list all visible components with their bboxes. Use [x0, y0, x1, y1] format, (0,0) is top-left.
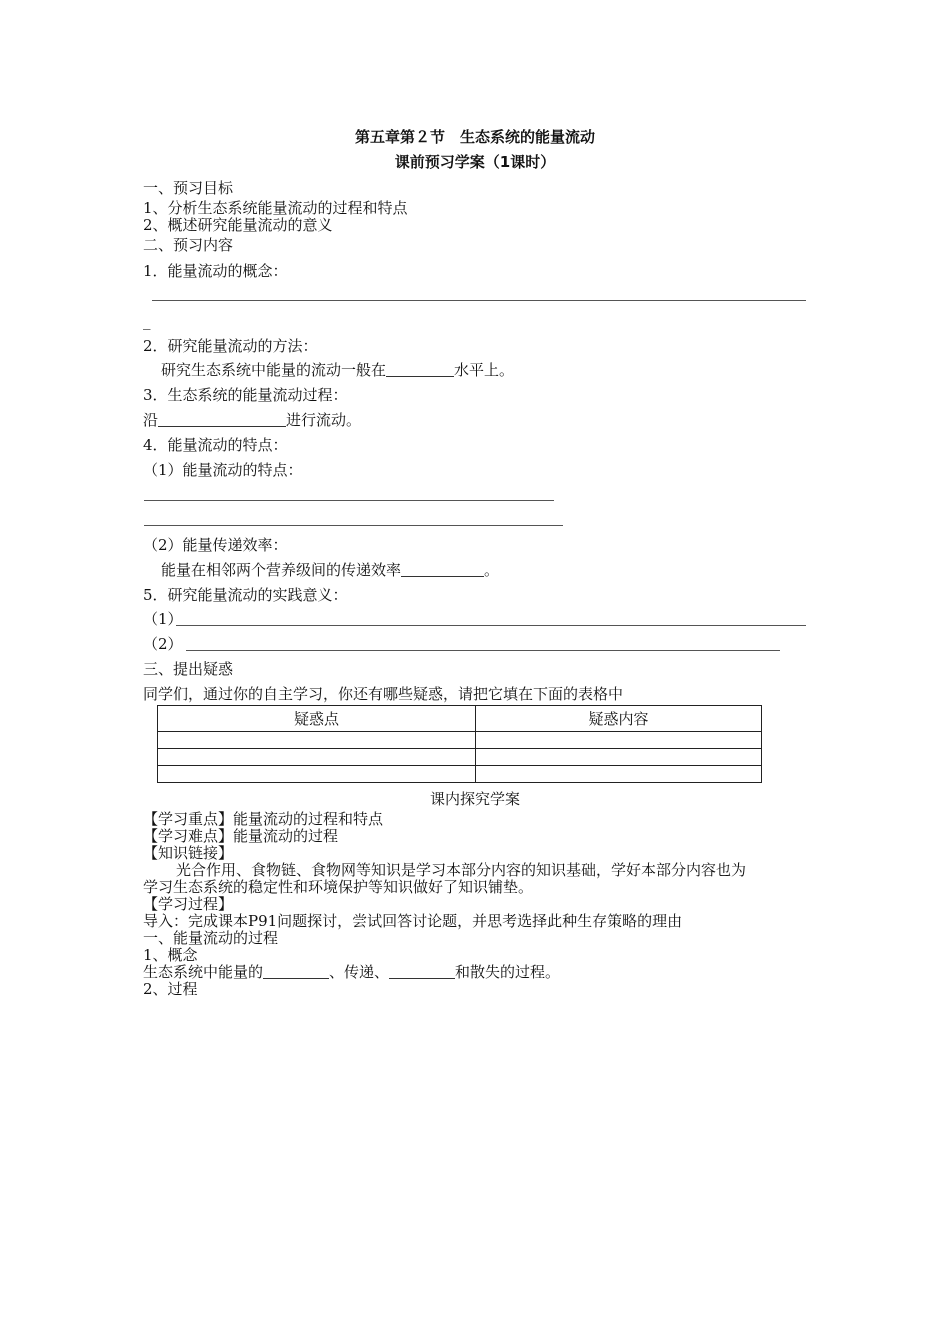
question-3-sentence [143, 411, 361, 429]
lesson-intro: 导入：完成课本P91问题探讨，尝试回答讨论题，并思考选择此种生存策略的理由 [143, 912, 683, 930]
question-2-suffix: 水平上。 [454, 361, 515, 379]
answer-line-q1-tail: _ [143, 312, 151, 330]
answer-line-q5-1[interactable] [176, 625, 806, 626]
page-title: 第五章第２节 生态系统的能量流动 [354, 128, 595, 146]
blank-q3[interactable] [158, 412, 286, 427]
part-1-heading: 一、能量流动的过程 [143, 929, 279, 947]
table-cell[interactable] [158, 732, 476, 749]
knowledge-link-text-1: 光合作用、食物链、食物网等知识是学习本部分内容的知识基础，学好本部分内容也为 [176, 861, 747, 879]
question-2: 2．研究能量流动的方法： [143, 337, 318, 355]
doubts-table [157, 705, 762, 783]
question-5-2-label: （2） [143, 635, 183, 653]
answer-line-q4-1a[interactable] [144, 500, 554, 501]
answer-line-q4-1b[interactable] [144, 525, 563, 526]
concept-prefix: 生态系统中能量的 [143, 963, 264, 981]
blank-concept-1[interactable] [263, 964, 329, 979]
doubts-intro: 同学们，通过你的自主学习，你还有哪些疑惑，请把它填在下面的表格中 [143, 685, 624, 703]
learning-difficulty: 【学习难点】能量流动的过程 [143, 827, 339, 845]
answer-line-q5-2[interactable] [186, 650, 780, 651]
question-3: 3．生态系统的能量流动过程： [143, 386, 348, 404]
concept-sentence [143, 963, 560, 981]
page-subtitle: 课前预习学案（1课时） [394, 153, 556, 171]
learning-focus: 【学习重点】能量流动的过程和特点 [143, 810, 384, 828]
table-row [158, 732, 762, 749]
inclass-title: 课内探究学案 [429, 790, 520, 808]
goal-2: 2、概述研究能量流动的意义 [143, 216, 333, 234]
goal-1: 1、分析生态系统能量流动的过程和特点 [143, 199, 408, 217]
section-preview-goals: 一、预习目标 [143, 179, 234, 197]
question-3-suffix: 进行流动。 [286, 411, 362, 429]
blank-q4-2[interactable] [401, 562, 484, 577]
question-3-prefix: 沿 [143, 411, 159, 429]
answer-line-q1[interactable] [152, 300, 806, 301]
table-cell[interactable] [476, 749, 762, 766]
knowledge-link-text-2: 学习生态系统的稳定性和环境保护等知识做好了知识铺垫。 [143, 878, 534, 896]
section-preview-content: 二、预习内容 [143, 236, 234, 254]
question-4-2-sentence [161, 561, 499, 579]
table-header-content: 疑惑内容 [476, 706, 762, 732]
question-2-sentence [161, 361, 514, 379]
knowledge-link-label: 【知识链接】 [143, 844, 234, 862]
table-cell[interactable] [158, 749, 476, 766]
table-cell[interactable] [158, 766, 476, 783]
question-4-1: （1）能量流动的特点： [143, 461, 303, 479]
table-cell[interactable] [476, 766, 762, 783]
question-4-2-prefix: 能量在相邻两个营养级间的传递效率 [161, 561, 402, 579]
table-header-row [158, 706, 762, 732]
blank-concept-2[interactable] [389, 964, 455, 979]
question-4-2: （2）能量传递效率： [143, 536, 288, 554]
concept-mid: 、传递、 [329, 963, 390, 981]
section-doubts: 三、提出疑惑 [143, 660, 234, 678]
question-5: 5．研究能量流动的实践意义： [143, 586, 348, 604]
table-row [158, 766, 762, 783]
question-1: 1．能量流动的概念： [143, 262, 288, 280]
blank-q2[interactable] [386, 362, 454, 377]
concept-suffix: 和散失的过程。 [455, 963, 561, 981]
question-2-prefix: 研究生态系统中能量的流动一般在 [161, 361, 387, 379]
concept-heading: 1、概念 [143, 946, 198, 964]
question-4-2-suffix: 。 [484, 561, 500, 579]
table-cell[interactable] [476, 732, 762, 749]
process-heading: 2、过程 [143, 980, 198, 998]
question-5-1-label: （1） [143, 610, 183, 628]
table-header-point: 疑惑点 [158, 706, 476, 732]
learning-process-label: 【学习过程】 [143, 895, 234, 913]
question-4: 4．能量流动的特点： [143, 436, 288, 454]
table-row [158, 749, 762, 766]
